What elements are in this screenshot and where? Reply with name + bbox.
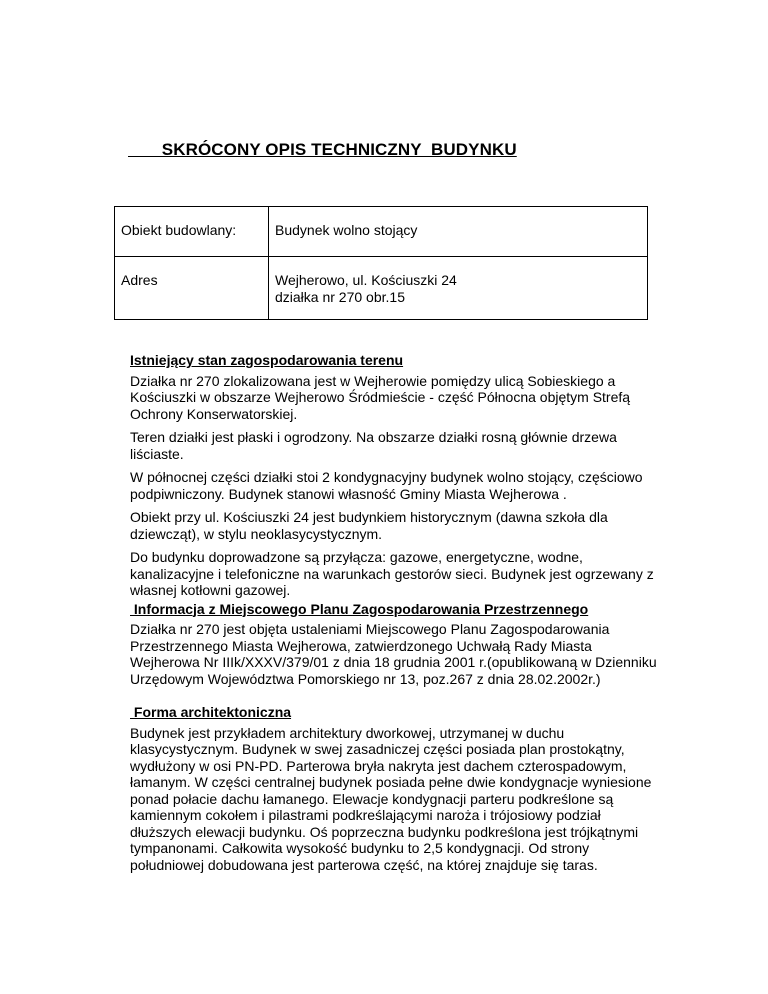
table-row-object xyxy=(115,207,648,257)
paragraph xyxy=(130,621,670,687)
paragraph xyxy=(130,549,670,599)
text-line: kanalizacyjne i telefoniczne na warunkach gestorów sieci. Budynek jest ogrzewany z xyxy=(130,565,654,582)
text-line: Działka nr 270 jest objęta ustaleniami Miejscowego Planu Zagospodarowania xyxy=(130,621,610,637)
text-line: podpiwniczony. Budynek stanowi własność Gminy Miasta Wejherowa . xyxy=(130,485,567,502)
table-value-line: Budynek wolno stojący xyxy=(275,222,418,238)
text-line: kamiennym cokołem i pilastrami podkreślającymi naroża i trójosiowy podział xyxy=(130,807,601,823)
paragraph xyxy=(130,373,670,423)
table-value-address xyxy=(269,257,648,320)
text-line: W północnej części działki stoi 2 kondygnacyjny budynek wolno stojący, częściowo xyxy=(130,469,643,485)
spacer xyxy=(130,694,670,704)
text-line: Kościuszki w obszarze Wejherowo Śródmieście - część Północna objętym Strefą xyxy=(130,389,631,405)
text-line: łamanym. W części centralnej budynek posiada pełne dwie kondygnacje wyniesione xyxy=(130,774,652,790)
table-label-object: Obiekt budowlany: xyxy=(115,207,269,257)
section-heading-land-use: Istniejący stan zagospodarowania terenu xyxy=(130,352,404,368)
text-line: Obiekt przy ul. Kościuszki 24 jest budynkiem historycznym (dawna szkoła dla xyxy=(130,509,608,525)
section-heading-zoning-plan: Informacja z Miejscowego Planu Zagospodarowania Przestrzennego xyxy=(130,600,589,617)
text-line: liściaste. xyxy=(130,445,184,462)
text-line: Urzędowym Województwa Pomorskiego nr 13, poz.267 z dnia 28.02.2002r.) xyxy=(130,670,601,687)
document-body xyxy=(130,352,670,880)
section-heading-architecture: Forma architektoniczna xyxy=(130,704,292,720)
paragraph xyxy=(130,429,670,462)
text-line: Działka nr 270 zlokalizowana jest w Wejherowie pomiędzy ulicą Sobieskiego a xyxy=(130,372,616,389)
text-line: dziewcząt), w stylu neoklasycystycznym. xyxy=(130,525,383,542)
table-value-line: Wejherowo, ul. Kościuszki 24 xyxy=(275,272,457,288)
text-line: tympanonami. Całkowita wysokość budynku to 2,5 kondygnacji. Od strony xyxy=(130,840,590,856)
text-line: wydłużony w osi PN-PD. Parterowa bryła nakryta jest dachem czterospadowym, xyxy=(130,757,627,774)
text-line: ponad połacie dachu łamanego. Elewacje kondygnacji parteru podkreślone są xyxy=(130,790,614,807)
text-line: Do budynku doprowadzone są przyłącza: gazowe, energetyczne, wodne, xyxy=(130,549,583,565)
text-line: klasycystycznym. Budynek w swej zasadniczej części posiada plan prostokątny, xyxy=(130,741,625,757)
text-line: Ochrony Konserwatorskiej. xyxy=(130,405,298,422)
paragraph xyxy=(130,469,670,502)
document-title: SKRÓCONY OPIS TECHNICZNY BUDYNKU xyxy=(128,140,517,159)
paragraph xyxy=(130,509,670,542)
info-table xyxy=(114,206,648,320)
text-line: własnej kotłowni gazowej. xyxy=(130,582,291,598)
text-line: dłuższych elewacji budynku. Oś poprzeczna budynku podkreślona jest trójkątnymi xyxy=(130,823,639,840)
text-line: Wejherowa Nr IIIk/XXXV/379/01 z dnia 18 grudnia 2001 r.(opublikowaną w Dzienniku xyxy=(130,654,657,670)
table-value-object xyxy=(269,207,648,257)
text-line: Teren działki jest płaski i ogrodzony. Na obszarze działki rosną głównie drzewa xyxy=(130,429,617,445)
table-row-address xyxy=(115,257,648,320)
paragraph xyxy=(130,725,670,874)
table-value-line: działka nr 270 obr.15 xyxy=(275,289,405,305)
text-line: Budynek jest przykładem architektury dworkowej, utrzymanej w duchu xyxy=(130,724,565,741)
text-line: południowej dobudowana jest parterowa część, na której znajduje się taras. xyxy=(130,856,598,873)
text-line: Przestrzennego Miasta Wejherowa, zatwierdzonego Uchwałą Rady Miasta xyxy=(130,637,592,654)
table-label-address: Adres xyxy=(115,257,269,320)
